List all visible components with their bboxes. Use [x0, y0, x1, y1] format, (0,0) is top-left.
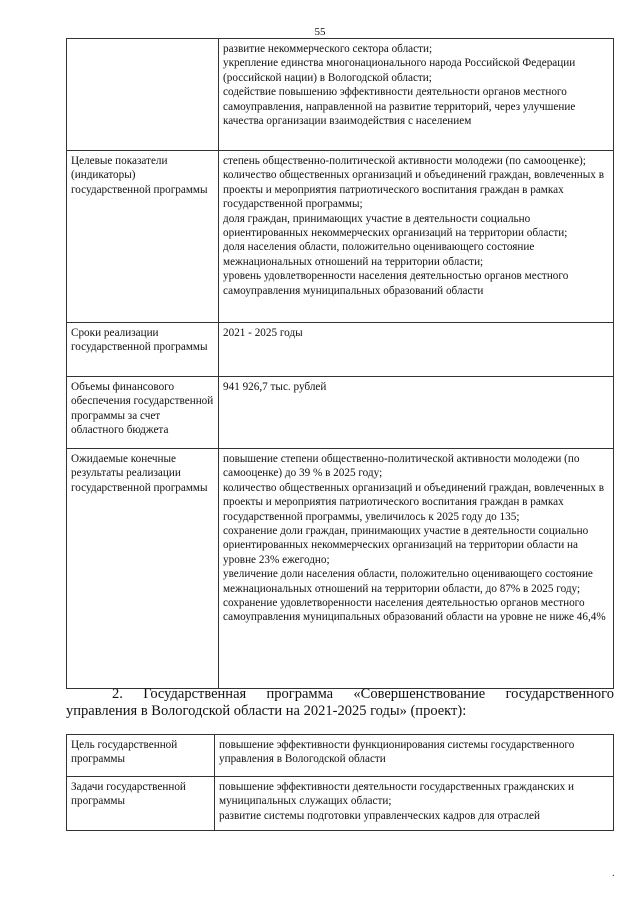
- value-line: повышение степени общественно-политической активности молодежи (по самооценке) до 39 % в 2025 году;: [223, 453, 580, 480]
- value-line: количество общественных организаций и объединений граждан, вовлеченных в проекты и мероприятия патриотического воспитания граждан в рамках государственной программы, увеличилось к 2025 году до 135;: [223, 481, 604, 523]
- row-value: [219, 449, 614, 689]
- value-line: развитие системы подготовки управленческих кадров для отраслей: [219, 809, 540, 822]
- value-line: повышение эффективности деятельности государственных гражданских и муниципальных служащих области;: [219, 781, 574, 808]
- row-label: Ожидаемые конечные результаты реализации государственной программы: [67, 449, 219, 689]
- value-line: количество общественных организаций и объединений граждан, вовлеченных в проекты и мероприятия патриотического воспитания граждан в рамках государственной программы;: [223, 169, 604, 211]
- value-line: доля граждан, принимающих участие в деятельности социально ориентированных некоммерческих организаций на территории области;: [223, 212, 568, 240]
- table-row: [67, 377, 614, 449]
- value-line: сохранение удовлетворенности населения деятельностью органов местного самоуправления муниципальных образований области на уровне не ниже 46,4%: [223, 597, 606, 624]
- table-row: [67, 323, 614, 377]
- table-row: [67, 735, 614, 777]
- value-line: укрепление единства многонационального народа Российской Федерации (российской нации) в Вологодской области;: [223, 57, 576, 84]
- table-row: [67, 39, 614, 151]
- page-number: 55: [314, 26, 326, 38]
- footer-mark: .: [612, 868, 615, 879]
- row-value: [219, 377, 614, 449]
- program-passport-table: [66, 38, 614, 689]
- value-line: 2021 - 2025 годы: [223, 327, 303, 339]
- row-label: Задачи государственной программы: [67, 777, 215, 831]
- row-label: [67, 39, 219, 151]
- value-line: доля населения области, положительно оценивающего состояние межнациональных отношений на территории области;: [223, 241, 535, 268]
- value-line: уровень удовлетворенности населения деятельностью органов местного самоуправления муниципальных образований области: [223, 270, 569, 297]
- row-value: [215, 777, 614, 831]
- value-line: содействие повышению эффективности деятельности органов местного самоуправления, направленной на развитие территорий, через улучшение качества организации взаимодействия с населением: [223, 86, 576, 128]
- row-label: Целевые показатели (индикаторы) государственной программы: [67, 151, 219, 323]
- row-value: [215, 735, 614, 777]
- value-line: развитие некоммерческого сектора области;: [223, 43, 433, 55]
- row-label: Объемы финансового обеспечения государственной программы за счет областного бюджета: [67, 377, 219, 449]
- row-label: Сроки реализации государственной программы: [67, 323, 219, 377]
- table-row: [67, 151, 614, 323]
- row-value: [219, 39, 614, 151]
- value-line: повышение эффективности функционирования системы государственного управления в Вологодской области: [219, 739, 575, 766]
- value-line: 941 926,7 тыс. рублей: [223, 381, 327, 393]
- row-label: Цель государственной программы: [67, 735, 215, 777]
- row-value: [219, 151, 614, 323]
- table-row: [67, 449, 614, 689]
- value-line: сохранение доли граждан, принимающих участие в деятельности социально ориентированных некоммерческих организаций на территории области на уровне 23% ежегодно;: [223, 525, 589, 566]
- table-row: [67, 777, 614, 831]
- value-line: степень общественно-политической активности молодежи (по самооценке);: [223, 155, 586, 167]
- program2-passport-table: [66, 734, 614, 831]
- section-heading: 2. Государственная программа «Совершенствование государственного управления в Вологодской области на 2021-2025 годы» (проект):: [66, 686, 614, 719]
- row-value: [219, 323, 614, 377]
- value-line: увеличение доли населения области, положительно оценивающего состояние межнациональных отношений на территории области, до 87% в 2025 году;: [223, 568, 593, 595]
